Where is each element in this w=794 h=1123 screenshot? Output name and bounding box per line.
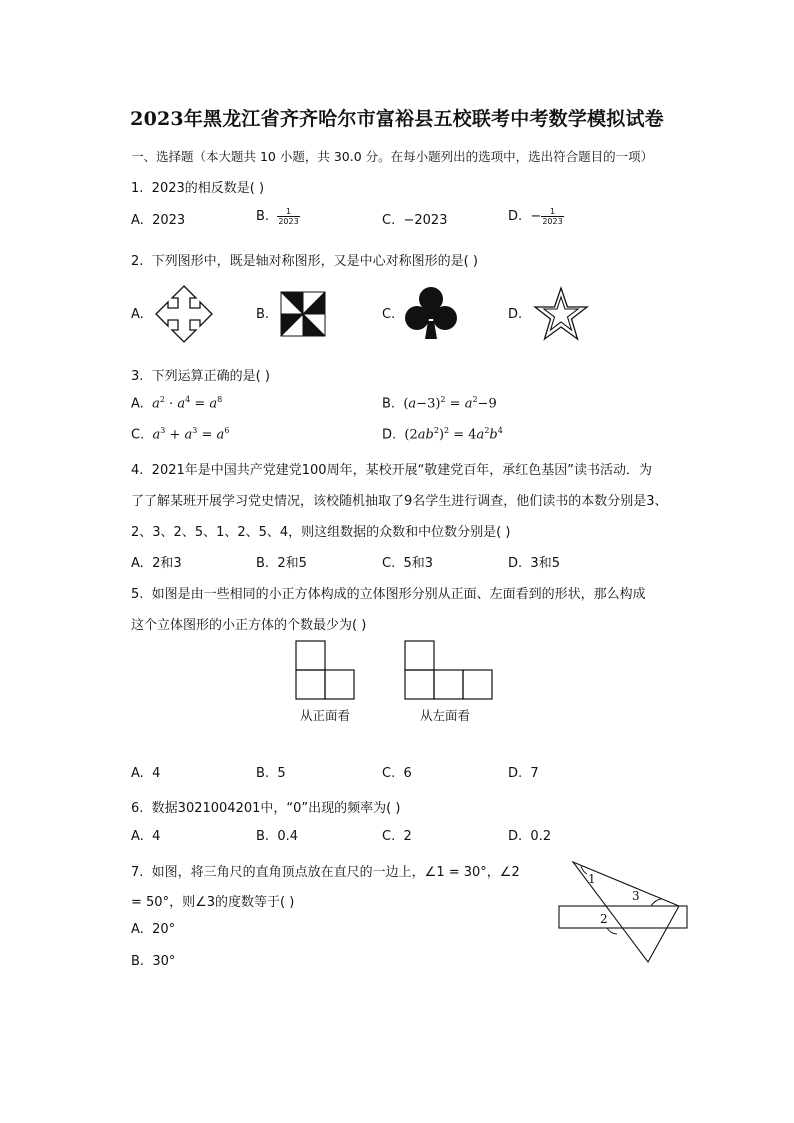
option-c[interactable]: C. 5和3: [382, 556, 434, 571]
option-a[interactable]: A. 20°: [131, 922, 176, 937]
question-4-line-2: 了了解某班开展学习党史情况，该校随机抽取了9名学生进行调查，他们读书的本数分别是3、: [131, 494, 668, 509]
angle-label-2: 2: [600, 912, 608, 926]
option-c[interactable]: C. 6: [382, 766, 412, 781]
ruler-triangle-figure: [555, 858, 695, 968]
option-a[interactable]: A. 4: [131, 829, 161, 844]
option-d[interactable]: D.: [508, 307, 523, 322]
question-number: 1.: [131, 181, 144, 196]
angle-label-1: 1: [588, 872, 596, 886]
option-c[interactable]: C. 2: [382, 829, 412, 844]
option-a[interactable]: A.: [131, 307, 144, 322]
question-7-line-2: = 50°，则∠3的度数等于( ): [131, 895, 295, 910]
angle-label-3: 3: [632, 889, 640, 903]
fraction: $\frac{1}{2023}$: [542, 207, 563, 226]
option-a[interactable]: A. 4: [131, 766, 161, 781]
question-text: 2023的相反数是( ): [151, 181, 265, 196]
option-d[interactable]: D. 0.2: [508, 829, 552, 844]
question-6: 6. 数据3021004201中，“0”出现的频率为( ): [131, 801, 401, 816]
option-a[interactable]: A. 2023: [131, 213, 186, 228]
option-b[interactable]: B. 0.4: [256, 829, 299, 844]
front-view-figure: [295, 640, 357, 700]
club-shape-icon: [403, 285, 459, 341]
figure-caption-front: 从正面看: [300, 708, 351, 723]
question-5-line-2: 这个立体图形的小正方体的个数最少为( ): [131, 618, 367, 633]
option-b[interactable]: B. 5: [256, 766, 286, 781]
four-arrows-shape-icon: [154, 284, 214, 344]
question-4-line-3: 2、3、2、5、1、2、5、4，则这组数据的众数和中位数分别是( ): [131, 525, 511, 540]
left-view-figure: [404, 640, 496, 700]
option-b[interactable]: B.: [256, 307, 270, 322]
option-c[interactable]: C.: [382, 307, 396, 322]
question-3: 3. 下列运算正确的是( ): [131, 369, 270, 384]
pinwheel-shape-icon: [280, 291, 326, 337]
option-b[interactable]: B. $\frac{1}{2023}$: [256, 207, 299, 226]
question-4: 4. 2021年是中国共产党建党100周年，某校开展“敬建党百年，承红色基因”读书活动．为: [131, 463, 653, 478]
option-c[interactable]: C. $a^3 + a^3 = a^6$: [131, 426, 230, 443]
option-d[interactable]: D. $(2ab^2)^2 = 4a^2b^4$: [382, 426, 503, 443]
question-2: 2. 下列图形中，既是轴对称图形，又是中心对称图形的是( ): [131, 254, 478, 269]
section-heading: 一、选择题（本大题共 10 小题，共 30.0 分。在每小题列出的选项中，选出符合题目的一项）: [131, 149, 654, 164]
option-b[interactable]: B. 2和5: [256, 556, 307, 571]
option-d[interactable]: D. 3和5: [508, 556, 560, 571]
option-d[interactable]: D. − $\frac{1}{2023}$: [508, 207, 563, 226]
page-title: 2023年黑龙江省齐齐哈尔市富裕县五校联考中考数学模拟试卷: [130, 108, 664, 130]
option-a[interactable]: A. 2和3: [131, 556, 182, 571]
question-7: 7. 如图，将三角尺的直角顶点放在直尺的一边上，∠1 = 30°，∠2: [131, 865, 520, 880]
option-b[interactable]: B. $(a-3)^2 = a^2-9$: [382, 395, 497, 412]
star-shape-icon: [532, 286, 590, 342]
option-b[interactable]: B. 30°: [131, 954, 176, 969]
option-d[interactable]: D. 7: [508, 766, 539, 781]
figure-caption-left: 从左面看: [420, 708, 471, 723]
question-5: 5. 如图是由一些相同的小正方体构成的立体图形分别从正面、左面看到的形状，那么构成: [131, 587, 646, 602]
option-c[interactable]: C. −2023: [382, 213, 448, 228]
fraction: $\frac{1}{2023}$: [278, 207, 299, 226]
question-1: [131, 177, 264, 196]
option-a[interactable]: A. $a^2 \cdot a^4 = a^8$: [131, 395, 223, 412]
